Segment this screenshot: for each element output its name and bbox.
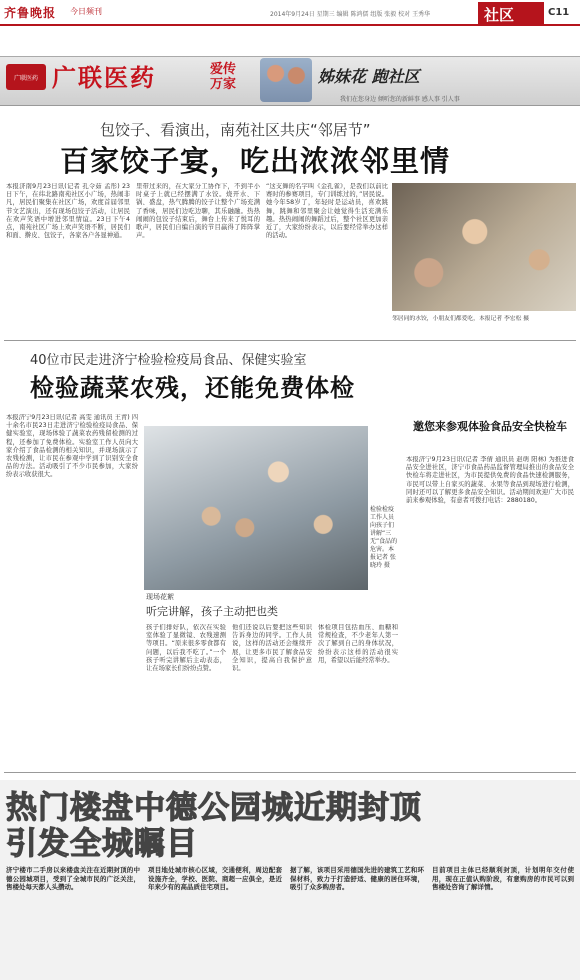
dateline: 2014年9月24日 星期三 编辑 陈鸿儒 组版 张毅 校对 王秀华: [270, 11, 431, 18]
sponsor-logo: 广联医药: [6, 64, 46, 90]
story1-column-3: “这支舞的名字叫《金孔雀》，是我们以前比赛时的参赛项目，专门训练过的，”居民说。她今年58岁了，年轻时是运动员，喜欢跳舞，跳舞和邻里聚会让她觉得生活充满乐趣。热热闹闹的舞蹈过后，整个社区更加亲近了，大家纷纷表示，以后要经常举办这样的活动。: [266, 183, 388, 240]
sidebar-column: 本报济宁9月23日讯(记者 李倩 通讯员 赵萌 阳林) 为推进食品安全进社区，济宁市食品药品监督管理局推出的食品安全快检车将走进社区，为市民提供免费的食品快速检测服务，市民可以带上自家买的蔬菜、水果等食品到现场进行检测，同时还可以了解更多食品安全知识。活动期间欢迎广大市民前来参观体验，有意者可拨打电话：2880180。: [406, 456, 574, 505]
story3-column-4: 目前项目主体已经顺利封顶，计划明年交付使用，现在正值认购阶段，有意购房的市民可以到售楼处咨询了解详情。: [432, 866, 574, 892]
story2-column-2: 孩子们排好队，依次在实验室体验了显微镜、农残速测等项目。“原来很多零食都有问题，以后我不吃了。”一个孩子听完讲解后主动表态，让在场家长们纷纷点赞。: [146, 624, 226, 673]
story2-kicker: 40位市民走进济宁检验检疫局食品、保健实验室: [30, 353, 307, 368]
story1-column-1: 本报济南9月23日讯(记者 孔令茹 孟彤) 23日下午，在纬北路南苑社区小广场，热闹非凡，居民们聚集在社区广场，欢度首届邻里节文艺演出，还有现场包饺子活动，让居民在欢声笑语中增进邻里情谊。23日下午4点，南苑社区广场上欢声笑语不断，居民们和面、擀皮、包饺子，各家各户各显神通。: [6, 183, 130, 240]
story3-column-2: 项目地处城市核心区域，交通便利，周边配套设施齐全，学校、医院、商超一应俱全，是近年来少有的高品质住宅项目。: [148, 866, 282, 892]
story3-column-1: 济宁楼市二手房以来楼盘关注在近期封顶的中德公园城项目，受到了全城市民的广泛关注，售楼处每天都人头攒动。: [6, 866, 140, 892]
masthead: 齐鲁晚报: [4, 6, 57, 20]
banner-strip: 我们在您身边 倾听您的新鲜事 感人事 引人事: [340, 96, 460, 103]
banner-event: 姊妹花 跑社区: [318, 67, 420, 86]
section-label: 社区: [478, 2, 544, 24]
story1-headline: 百家饺子宴，吃出浓浓邻里情: [60, 144, 451, 178]
story2-photo-caption: 检验检疫工作人员向孩子们讲解“三无”食品的危害。本报记者 张晓玲 摄: [370, 506, 398, 569]
story2-column-3: 他们还说以后要把这些知识告诉身边的同学。工作人员说，这样的活动还会继续开展，让更多市民了解食品安全知识，提高自我保护意识。: [232, 624, 312, 673]
story2-column-4: 体检项目包括血压、血糖和常规检查，不少老年人第一次了解到自己的身体状况，纷纷表示这样的活动很实用，希望以后能经常举办。: [318, 624, 398, 664]
story3-column-3: 据了解，该项目采用德国先进的建筑工艺和环保材料，致力于打造舒适、健康的居住环境，吸引了众多购房者。: [290, 866, 424, 892]
banner-photo: [260, 58, 312, 102]
sidebar-headline: 邀您来参观体验食品安全快检车: [413, 420, 567, 433]
story3-headline: [6, 790, 422, 862]
story3-headline-line1: 热门楼盘中德公园城近期封顶: [6, 790, 422, 826]
story1-kicker: 包饺子、看演出，南苑社区共庆“邻居节”: [100, 121, 371, 139]
page-number: C11: [548, 7, 570, 18]
masthead-subhead: 今日频刊: [70, 7, 102, 16]
story1-photo-caption: 邻居同的水饺，小朋友们都爱吃，本报记者 李宏松 摄: [392, 316, 530, 322]
banner-slogan-line2: 万家: [210, 77, 237, 92]
story1-photo: [392, 183, 576, 311]
story2-column-1: 本报济宁9月23日讯(记者 高雯 通讯员 王青) 四十余名市民23日走进济宁检验检疫局食品、保健实验室，现场体验了蔬菜农药残留检测的过程，还参加了免费体检。实验室工作人员向大家介绍了食品检测的相关知识，并现场演示了农残检测，让市民在参观中学到了识别安全食品的方法。活动吸引了不少市民参加，大家纷纷表示收获很大。: [6, 414, 138, 479]
divider: [4, 340, 576, 341]
story3-headline-line2: 引发全城瞩目: [6, 826, 198, 862]
story1-column-2: 里带过来的，在大家分工协作下，不到半小时桌子上就已经摆满了水饺。烧开水、下锅、盛盘，热气腾腾的饺子让整个广场充满了香味，居民们边吃边聊，其乐融融。热热闹闹的包饺子结束后，舞台上传来了悦耳的歌声，居民们自编自演的节目赢得了阵阵掌声。: [136, 183, 260, 240]
spotlight-headline: 听完讲解，孩子主动把也类: [146, 605, 278, 618]
banner-slogan-line1: 爱传: [210, 62, 237, 77]
banner-title: 广联医药: [52, 64, 156, 92]
story2-photo: [144, 426, 368, 590]
spotlight-label: 现场花絮: [146, 593, 174, 601]
story2-headline: 检验蔬菜农残，还能免费体检: [30, 374, 355, 402]
banner-slogan: [210, 62, 236, 92]
divider: [4, 772, 576, 773]
